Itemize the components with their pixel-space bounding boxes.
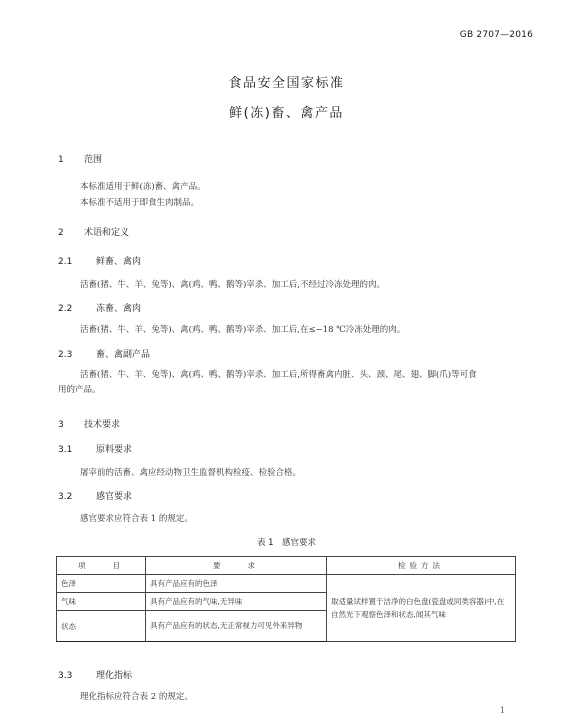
- table-caption: 表 1 感官要求: [256, 538, 317, 548]
- paragraph: 活畜(猪、牛、羊、兔等)、禽(鸡、鸭、鹅等)宰杀、加工后,所得畜禽内脏、头、颈、尾、翅、脚(爪)等可食: [80, 370, 477, 380]
- table-cell-requirement: 具有产品应有的色泽: [146, 575, 327, 593]
- section-title: 冻畜、禽肉: [96, 304, 142, 314]
- table-cell-requirement: 具有产品应有的状态,无正常视力可见外来异物: [146, 611, 327, 642]
- section-number: 2: [58, 228, 64, 238]
- section-number: 1: [58, 155, 64, 165]
- standard-number: GB 2707—2016: [459, 30, 533, 40]
- section-title: 畜、禽副产品: [96, 350, 151, 360]
- section-title: 感官要求: [96, 492, 133, 502]
- table-cell-item: 气味: [57, 593, 146, 611]
- page-number: 1: [499, 706, 505, 715]
- section-title: 范围: [84, 155, 103, 165]
- column-header: 要 求: [146, 557, 327, 575]
- section-2-heading: [58, 225, 129, 238]
- paragraph: 感官要求应符合表 1 的规定。: [80, 514, 193, 524]
- document-subtitle: 鲜(冻)畜、禽产品: [229, 106, 344, 121]
- table-cell-method: 取适量试样置于洁净的白色盘(瓷盘或同类容器)中,在自然光下观察色泽和状态,闻其气味: [327, 575, 516, 642]
- subsection-3-2-heading: [58, 489, 132, 502]
- section-1-heading: [58, 152, 102, 165]
- paragraph: 理化指标应符合表 2 的规定。: [80, 692, 193, 702]
- paragraph: 本标准不适用于即食生肉制品。: [80, 198, 200, 208]
- sensory-requirements-table: [56, 556, 516, 642]
- section-3-heading: [58, 417, 120, 430]
- section-title: 鲜畜、禽肉: [96, 257, 142, 267]
- subsection-2-1-heading: [58, 254, 141, 267]
- section-number: 3.3: [58, 671, 73, 681]
- section-number: 3: [58, 420, 64, 430]
- document-title: 食品安全国家标准: [228, 76, 345, 91]
- section-title: 理化指标: [96, 671, 133, 681]
- subsection-3-3-heading: [58, 668, 132, 681]
- paragraph: 本标准适用于鲜(冻)畜、禽产品。: [80, 182, 206, 192]
- section-number: 3.1: [58, 445, 73, 455]
- paragraph: 活畜(猪、牛、羊、兔等)、禽(鸡、鸭、鹅等)宰杀、加工后,在≤−18 ℃冷冻处理的肉。: [80, 325, 406, 335]
- section-number: 3.2: [58, 492, 73, 502]
- table-cell-item: 状态: [57, 611, 146, 642]
- table-cell-item: 色泽: [57, 575, 146, 593]
- table-header-row: [57, 557, 516, 575]
- paragraph: 活畜(猪、牛、羊、兔等)、禽(鸡、鸭、鹅等)宰杀、加工后,不经过冷冻处理的肉。: [80, 280, 385, 290]
- section-number: 2.2: [58, 304, 73, 314]
- subsection-2-2-heading: [58, 301, 141, 314]
- column-header: 项 目: [57, 557, 146, 575]
- subsection-3-1-heading: [58, 442, 132, 455]
- section-number: 2.1: [58, 257, 73, 267]
- subsection-2-3-heading: [58, 347, 150, 360]
- column-header: 检验方法: [327, 557, 516, 575]
- table-row: [57, 575, 516, 593]
- paragraph: 用的产品。: [58, 385, 101, 395]
- paragraph: 屠宰前的活畜、禽应经动物卫生监督机构检疫、检验合格。: [80, 468, 302, 478]
- table-cell-requirement: 具有产品应有的气味,无异味: [146, 593, 327, 611]
- section-title: 原料要求: [96, 445, 133, 455]
- section-number: 2.3: [58, 350, 73, 360]
- section-title: 技术要求: [84, 420, 121, 430]
- section-title: 术语和定义: [84, 228, 130, 238]
